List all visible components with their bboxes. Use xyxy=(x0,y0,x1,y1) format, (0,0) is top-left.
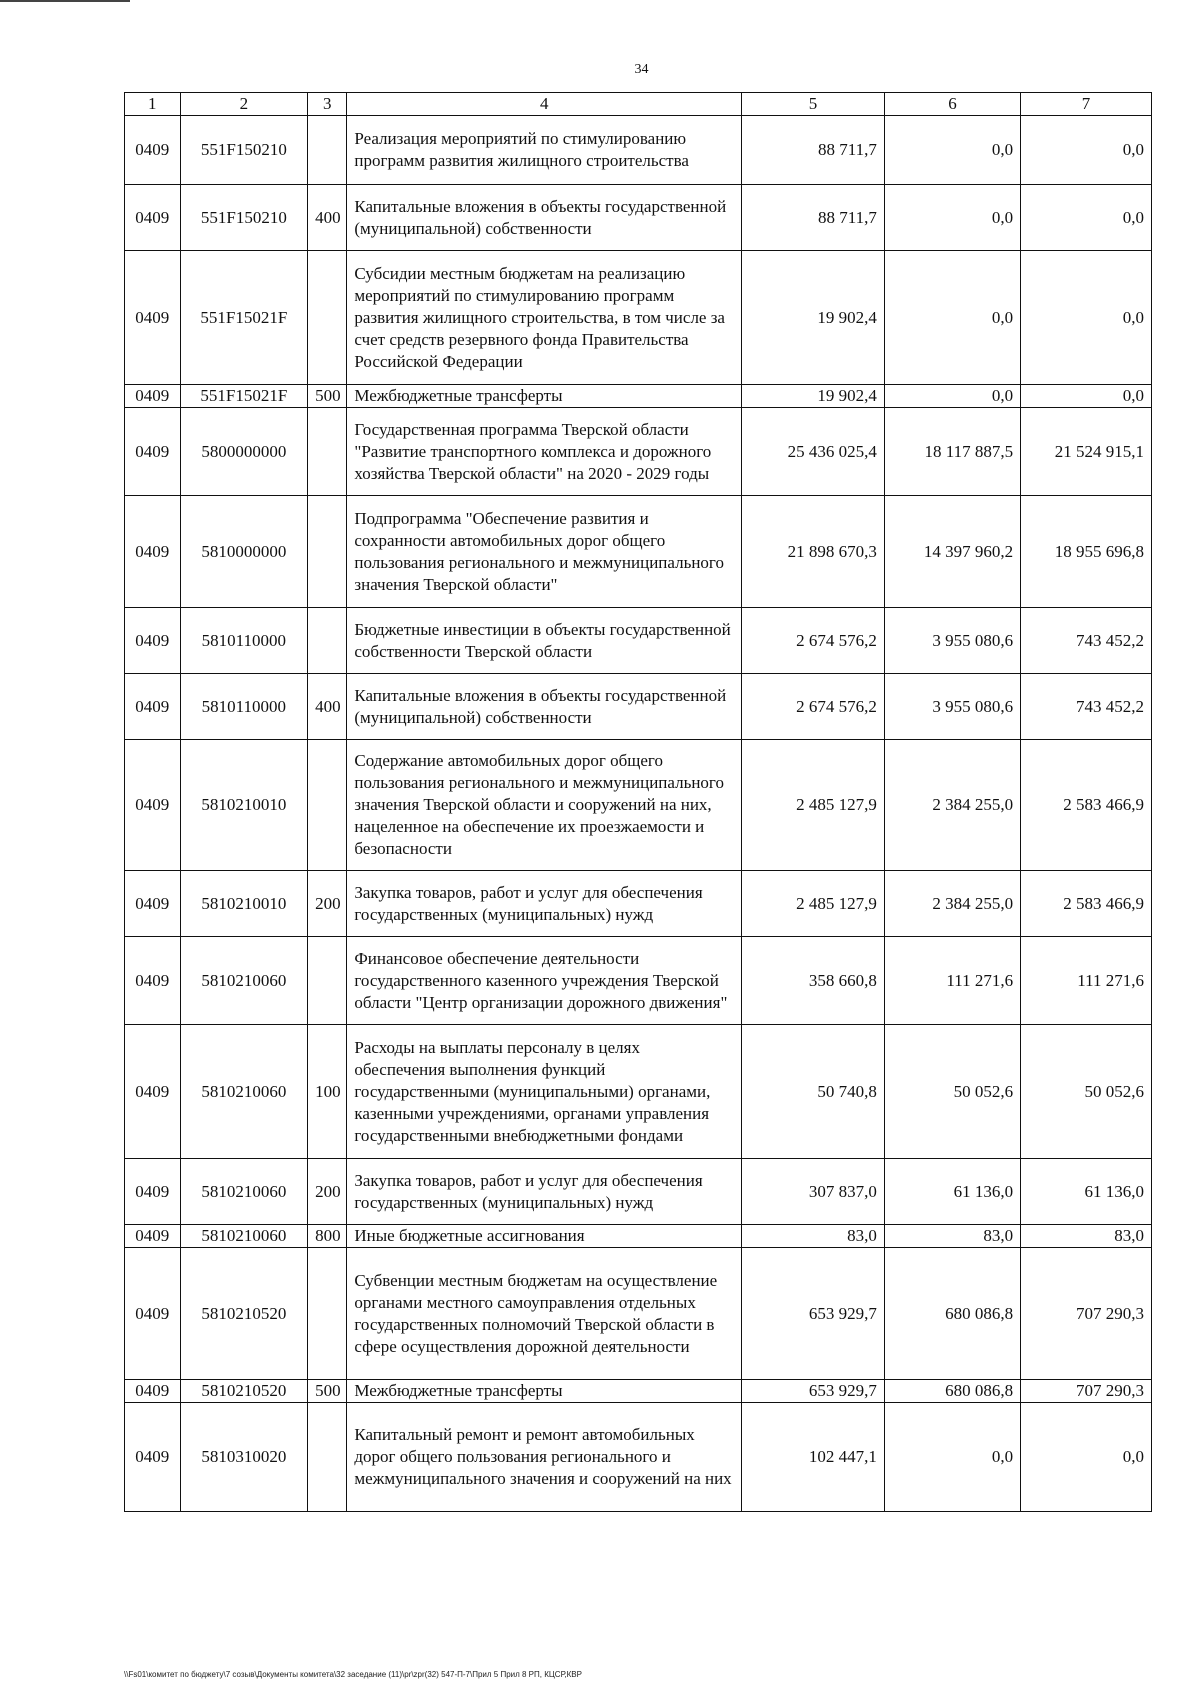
row-expense-type: 200 xyxy=(308,1159,347,1225)
table-row xyxy=(125,740,1152,871)
row-section-code: 0409 xyxy=(125,251,181,385)
row-amount-col5: 2 674 576,2 xyxy=(742,674,885,740)
column-header-6: 6 xyxy=(884,93,1020,116)
row-section-code: 0409 xyxy=(125,496,181,608)
row-amount-col5: 102 447,1 xyxy=(742,1403,885,1512)
row-amount-col7: 0,0 xyxy=(1021,1403,1152,1512)
row-amount-col5: 88 711,7 xyxy=(742,116,885,185)
row-expense-type: 400 xyxy=(308,674,347,740)
page-number: 34 xyxy=(634,62,649,77)
row-target-code: 551F15021F xyxy=(180,385,308,408)
table-row xyxy=(125,608,1152,674)
table-row xyxy=(125,116,1152,185)
column-header-5: 5 xyxy=(742,93,885,116)
row-amount-col7: 111 271,6 xyxy=(1021,937,1152,1025)
column-header-3: 3 xyxy=(308,93,347,116)
row-section-code: 0409 xyxy=(125,1225,181,1248)
row-name: Содержание автомобильных дорог общего пользования регионального и межмуниципального значения Тверской области и сооружений на них, нацеленное на обеспечение их проезжаемости и безопасности xyxy=(347,740,742,871)
row-amount-col7: 50 052,6 xyxy=(1021,1025,1152,1159)
row-amount-col5: 2 485 127,9 xyxy=(742,740,885,871)
row-amount-col6: 0,0 xyxy=(884,1403,1020,1512)
row-amount-col7: 0,0 xyxy=(1021,385,1152,408)
row-amount-col6: 680 086,8 xyxy=(884,1380,1020,1403)
row-section-code: 0409 xyxy=(125,1248,181,1380)
row-amount-col6: 3 955 080,6 xyxy=(884,608,1020,674)
row-section-code: 0409 xyxy=(125,116,181,185)
row-name: Субсидии местным бюджетам на реализацию мероприятий по стимулированию программ развития жилищного строительства, в том числе за счет средств резервного фонда Правительства Российской Федерации xyxy=(347,251,742,385)
row-section-code: 0409 xyxy=(125,740,181,871)
row-section-code: 0409 xyxy=(125,1025,181,1159)
row-name: Капитальный ремонт и ремонт автомобильных дорог общего пользования регионального и межмуниципального значения и сооружений на них xyxy=(347,1403,742,1512)
row-target-code: 5810110000 xyxy=(180,674,308,740)
row-name: Финансовое обеспечение деятельности государственного казенного учреждения Тверской области "Центр организации дорожного движения" xyxy=(347,937,742,1025)
row-amount-col7: 2 583 466,9 xyxy=(1021,740,1152,871)
row-expense-type xyxy=(308,496,347,608)
row-amount-col6: 18 117 887,5 xyxy=(884,408,1020,496)
row-amount-col6: 14 397 960,2 xyxy=(884,496,1020,608)
row-target-code: 5800000000 xyxy=(180,408,308,496)
row-name: Капитальные вложения в объекты государственной (муниципальной) собственности xyxy=(347,674,742,740)
row-expense-type: 500 xyxy=(308,385,347,408)
row-amount-col6: 50 052,6 xyxy=(884,1025,1020,1159)
table-row xyxy=(125,674,1152,740)
budget-table xyxy=(124,92,1152,1512)
row-amount-col5: 2 674 576,2 xyxy=(742,608,885,674)
row-amount-col5: 21 898 670,3 xyxy=(742,496,885,608)
row-target-code: 5810210520 xyxy=(180,1248,308,1380)
table-row xyxy=(125,1248,1152,1380)
table-row xyxy=(125,408,1152,496)
row-amount-col7: 743 452,2 xyxy=(1021,608,1152,674)
row-expense-type xyxy=(308,408,347,496)
row-amount-col5: 2 485 127,9 xyxy=(742,871,885,937)
column-header-7: 7 xyxy=(1021,93,1152,116)
table-row xyxy=(125,937,1152,1025)
table-row xyxy=(125,1403,1152,1512)
row-amount-col5: 50 740,8 xyxy=(742,1025,885,1159)
row-amount-col6: 61 136,0 xyxy=(884,1159,1020,1225)
row-expense-type: 400 xyxy=(308,185,347,251)
row-target-code: 5810210060 xyxy=(180,937,308,1025)
row-name: Межбюджетные трансферты xyxy=(347,385,742,408)
row-section-code: 0409 xyxy=(125,408,181,496)
row-section-code: 0409 xyxy=(125,185,181,251)
row-expense-type xyxy=(308,937,347,1025)
column-header-4: 4 xyxy=(347,93,742,116)
row-amount-col7: 83,0 xyxy=(1021,1225,1152,1248)
table-row xyxy=(125,1159,1152,1225)
row-expense-type xyxy=(308,116,347,185)
row-target-code: 5810000000 xyxy=(180,496,308,608)
row-expense-type: 100 xyxy=(308,1025,347,1159)
row-target-code: 5810110000 xyxy=(180,608,308,674)
column-header-2: 2 xyxy=(180,93,308,116)
footer-file-path: \\Fs01\комитет по бюджету\7 созыв\Документы комитета\32 заседание (11)\pr\zpr(32) 547-П-7\Прил 5 Прил 8 РП, КЦСР,КВР xyxy=(124,1670,582,1679)
row-amount-col7: 707 290,3 xyxy=(1021,1248,1152,1380)
row-name: Межбюджетные трансферты xyxy=(347,1380,742,1403)
row-target-code: 5810210010 xyxy=(180,740,308,871)
row-name: Закупка товаров, работ и услуг для обеспечения государственных (муниципальных) нужд xyxy=(347,871,742,937)
table-row xyxy=(125,251,1152,385)
row-section-code: 0409 xyxy=(125,1159,181,1225)
row-amount-col7: 743 452,2 xyxy=(1021,674,1152,740)
row-section-code: 0409 xyxy=(125,674,181,740)
row-target-code: 5810210060 xyxy=(180,1025,308,1159)
row-expense-type xyxy=(308,1403,347,1512)
row-name: Капитальные вложения в объекты государственной (муниципальной) собственности xyxy=(347,185,742,251)
table-row xyxy=(125,496,1152,608)
row-amount-col6: 2 384 255,0 xyxy=(884,871,1020,937)
row-expense-type xyxy=(308,740,347,871)
row-expense-type xyxy=(308,251,347,385)
row-expense-type: 200 xyxy=(308,871,347,937)
row-target-code: 5810310020 xyxy=(180,1403,308,1512)
row-amount-col5: 19 902,4 xyxy=(742,385,885,408)
column-header-1: 1 xyxy=(125,93,181,116)
row-amount-col5: 653 929,7 xyxy=(742,1380,885,1403)
row-amount-col6: 0,0 xyxy=(884,116,1020,185)
table-row xyxy=(125,1225,1152,1248)
row-amount-col5: 358 660,8 xyxy=(742,937,885,1025)
row-amount-col5: 307 837,0 xyxy=(742,1159,885,1225)
row-amount-col7: 0,0 xyxy=(1021,185,1152,251)
table-row xyxy=(125,185,1152,251)
column-number-row xyxy=(125,93,1152,116)
row-amount-col6: 0,0 xyxy=(884,385,1020,408)
row-expense-type xyxy=(308,1248,347,1380)
row-section-code: 0409 xyxy=(125,871,181,937)
row-name: Иные бюджетные ассигнования xyxy=(347,1225,742,1248)
row-target-code: 5810210060 xyxy=(180,1159,308,1225)
table-row xyxy=(125,871,1152,937)
row-amount-col6: 0,0 xyxy=(884,251,1020,385)
row-amount-col6: 680 086,8 xyxy=(884,1248,1020,1380)
row-name: Государственная программа Тверской области "Развитие транспортного комплекса и дорожного хозяйства Тверской области" на 2020 - 2029 годы xyxy=(347,408,742,496)
row-amount-col5: 653 929,7 xyxy=(742,1248,885,1380)
row-amount-col7: 18 955 696,8 xyxy=(1021,496,1152,608)
row-target-code: 551F15021F xyxy=(180,251,308,385)
row-section-code: 0409 xyxy=(125,385,181,408)
row-amount-col7: 707 290,3 xyxy=(1021,1380,1152,1403)
row-expense-type xyxy=(308,608,347,674)
table-row xyxy=(125,1380,1152,1403)
row-amount-col6: 0,0 xyxy=(884,185,1020,251)
row-amount-col7: 0,0 xyxy=(1021,116,1152,185)
row-amount-col5: 19 902,4 xyxy=(742,251,885,385)
row-amount-col6: 2 384 255,0 xyxy=(884,740,1020,871)
row-section-code: 0409 xyxy=(125,937,181,1025)
table-row xyxy=(125,385,1152,408)
row-section-code: 0409 xyxy=(125,1380,181,1403)
row-amount-col6: 83,0 xyxy=(884,1225,1020,1248)
row-amount-col5: 83,0 xyxy=(742,1225,885,1248)
row-expense-type: 800 xyxy=(308,1225,347,1248)
row-name: Реализация мероприятий по стимулированию программ развития жилищного строительства xyxy=(347,116,742,185)
row-name: Подпрограмма "Обеспечение развития и сохранности автомобильных дорог общего пользования регионального и межмуниципального значения Тверской области" xyxy=(347,496,742,608)
row-amount-col7: 0,0 xyxy=(1021,251,1152,385)
row-name: Бюджетные инвестиции в объекты государственной собственности Тверской области xyxy=(347,608,742,674)
table-row xyxy=(125,1025,1152,1159)
row-name: Расходы на выплаты персоналу в целях обеспечения выполнения функций государственными (муниципальными) органами, казенными учреждениями, органами управления государственными внебюджетными фондами xyxy=(347,1025,742,1159)
row-target-code: 551F150210 xyxy=(180,185,308,251)
row-target-code: 5810210520 xyxy=(180,1380,308,1403)
row-section-code: 0409 xyxy=(125,608,181,674)
row-target-code: 5810210010 xyxy=(180,871,308,937)
scan-edge-mark xyxy=(0,0,130,2)
row-amount-col6: 3 955 080,6 xyxy=(884,674,1020,740)
row-name: Закупка товаров, работ и услуг для обеспечения государственных (муниципальных) нужд xyxy=(347,1159,742,1225)
table-body xyxy=(125,116,1152,1512)
row-expense-type: 500 xyxy=(308,1380,347,1403)
row-amount-col7: 61 136,0 xyxy=(1021,1159,1152,1225)
row-name: Субвенции местным бюджетам на осуществление органами местного самоуправления отдельных государственных полномочий Тверской области в сфере осуществления дорожной деятельности xyxy=(347,1248,742,1380)
row-amount-col5: 25 436 025,4 xyxy=(742,408,885,496)
row-amount-col7: 2 583 466,9 xyxy=(1021,871,1152,937)
row-amount-col5: 88 711,7 xyxy=(742,185,885,251)
row-amount-col6: 111 271,6 xyxy=(884,937,1020,1025)
row-target-code: 551F150210 xyxy=(180,116,308,185)
row-amount-col7: 21 524 915,1 xyxy=(1021,408,1152,496)
row-section-code: 0409 xyxy=(125,1403,181,1512)
row-target-code: 5810210060 xyxy=(180,1225,308,1248)
